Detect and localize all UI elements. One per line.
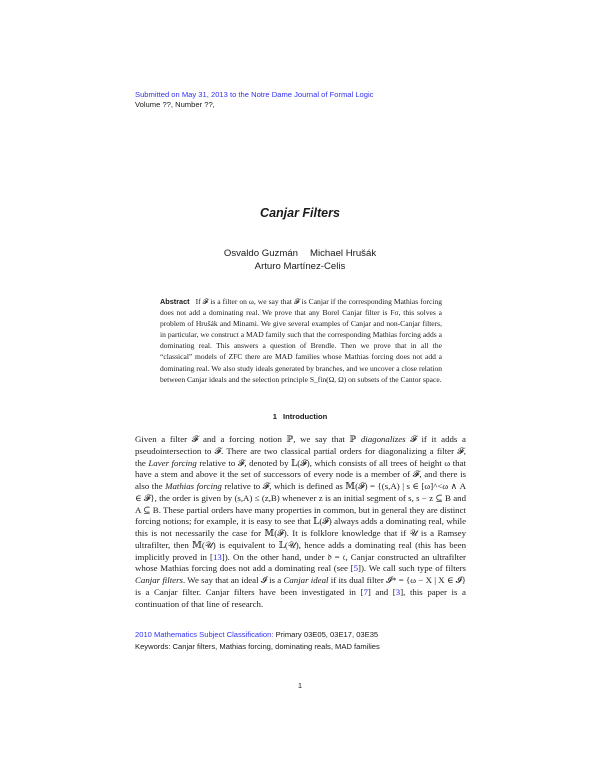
emphasis: Laver forcing [148, 457, 197, 468]
body-text: relative to 𝓕, which is defined as 𝕄(𝓕) = {(s,A) | s ∈ [ω]^<ω ∧ A ∈ 𝓕}, the order is given by (s,A) ≤ (z,B) whenever z is an initial segment of s, s − z ⊆ B and A ⊆ B. These partial orders have many properties in common, but in general they are distinct forcing notions; for example, it is easy to see that 𝕃(𝓕) always adds a dominating real, while this is not necessarily the case for 𝕄(𝓕). It is folklore knowledge that if 𝒰 is a Ramsey ultrafilter, then 𝕄(𝒰) is equivalent to 𝕃(𝒰), hence adds a dominating real (this has been implicitly proved in [ [135, 481, 467, 562]
body-text: relative to 𝓕, denoted by 𝕃(𝓕), which consists of all trees of height ω that have a stem and above it the set of successors of every node is a member of 𝓕, and there is also the [135, 457, 466, 491]
submission-link[interactable]: Submitted on May 31, 2013 to the Notre Dame Journal of Formal Logic [135, 90, 374, 99]
body-text: . We say that an ideal 𝓘 is a [182, 575, 282, 585]
emphasis: Mathias forcing [165, 481, 222, 491]
paper-title: Canjar Filters [260, 206, 340, 220]
emphasis: Canjar filters [135, 575, 183, 585]
body-text: Given a filter 𝓕 and a forcing notion ℙ, we say that ℙ [135, 434, 357, 444]
page-number: 1 [297, 681, 303, 690]
abstract-text: If 𝓕 is a filter on ω, we say that 𝓕 is Canjar if the corresponding Mathias forcing does not add a dominating real. We prove that any Borel Canjar filter is Fσ, this solves a problem of Hrušák and Minami. We give several examples of Canjar and non-Canjar filters, in particular, we construct a MAD family such that the corresponding Mathias forcing adds a dominating real. This answers a question of Brendle. Then we prove that in all the “classical” models of ZFC there are MAD families whose Mathias forcing does not add a dominating real. We also study ideals generated by branches, and we uncover a close relation between Canjar ideals and the selection principle S_fin(Ω, Ω) on subsets of the Cantor space. [160, 297, 442, 384]
abstract [160, 296, 442, 385]
introduction-paragraph [135, 434, 466, 610]
section-heading [0, 412, 600, 421]
body-text: ], this paper is a continuation of that line of research. [135, 586, 466, 609]
author-name: Michael Hrušák [310, 248, 377, 259]
author-name: Osvaldo Guzmán [223, 248, 298, 259]
emphasis: Canjar ideal [283, 575, 329, 585]
body-text: ] and [ [367, 586, 396, 597]
body-text: ]). On the other hand, under 𝔡 = 𝔠, Canjar constructed an ultrafilter whose Mathias forcing does not add a dominating real (see [ [135, 551, 466, 574]
citation-link[interactable]: 3 [395, 586, 401, 597]
citation-link[interactable]: 5 [353, 563, 359, 574]
author-list [0, 247, 600, 273]
msc-link[interactable]: 2010 Mathematics Subject Classification: [135, 630, 274, 639]
citation-link[interactable]: 13 [212, 551, 222, 562]
abstract-label: Abstract [160, 297, 190, 306]
section-number: 1 [272, 412, 277, 421]
body-text: if its dual filter 𝓘* = {ω − X | X ∈ 𝓘} is a Canjar filter. Canjar filters have been investigated in [ [135, 575, 466, 597]
keywords: Keywords: Canjar filters, Mathias forcing, dominating reals, MAD families [135, 641, 380, 651]
volume-line: Volume ??, Number ??, [135, 100, 215, 109]
emphasis: diagonalizes [360, 434, 406, 444]
journal-header [135, 90, 373, 110]
citation-link[interactable]: 7 [363, 586, 368, 597]
body-text: ]). We call such type of filters [358, 563, 466, 574]
msc-codes: Primary 03E05, 03E17, 03E35 [275, 630, 379, 639]
classification-footer [135, 629, 380, 652]
section-title: Introduction [282, 412, 328, 421]
author-name: Arturo Martínez-Celis [254, 261, 346, 272]
body-text: 𝓕 if it adds a pseudointersection to 𝓕. There are two classical partial orders for diagonalizing a filter 𝓕, the [135, 434, 466, 468]
